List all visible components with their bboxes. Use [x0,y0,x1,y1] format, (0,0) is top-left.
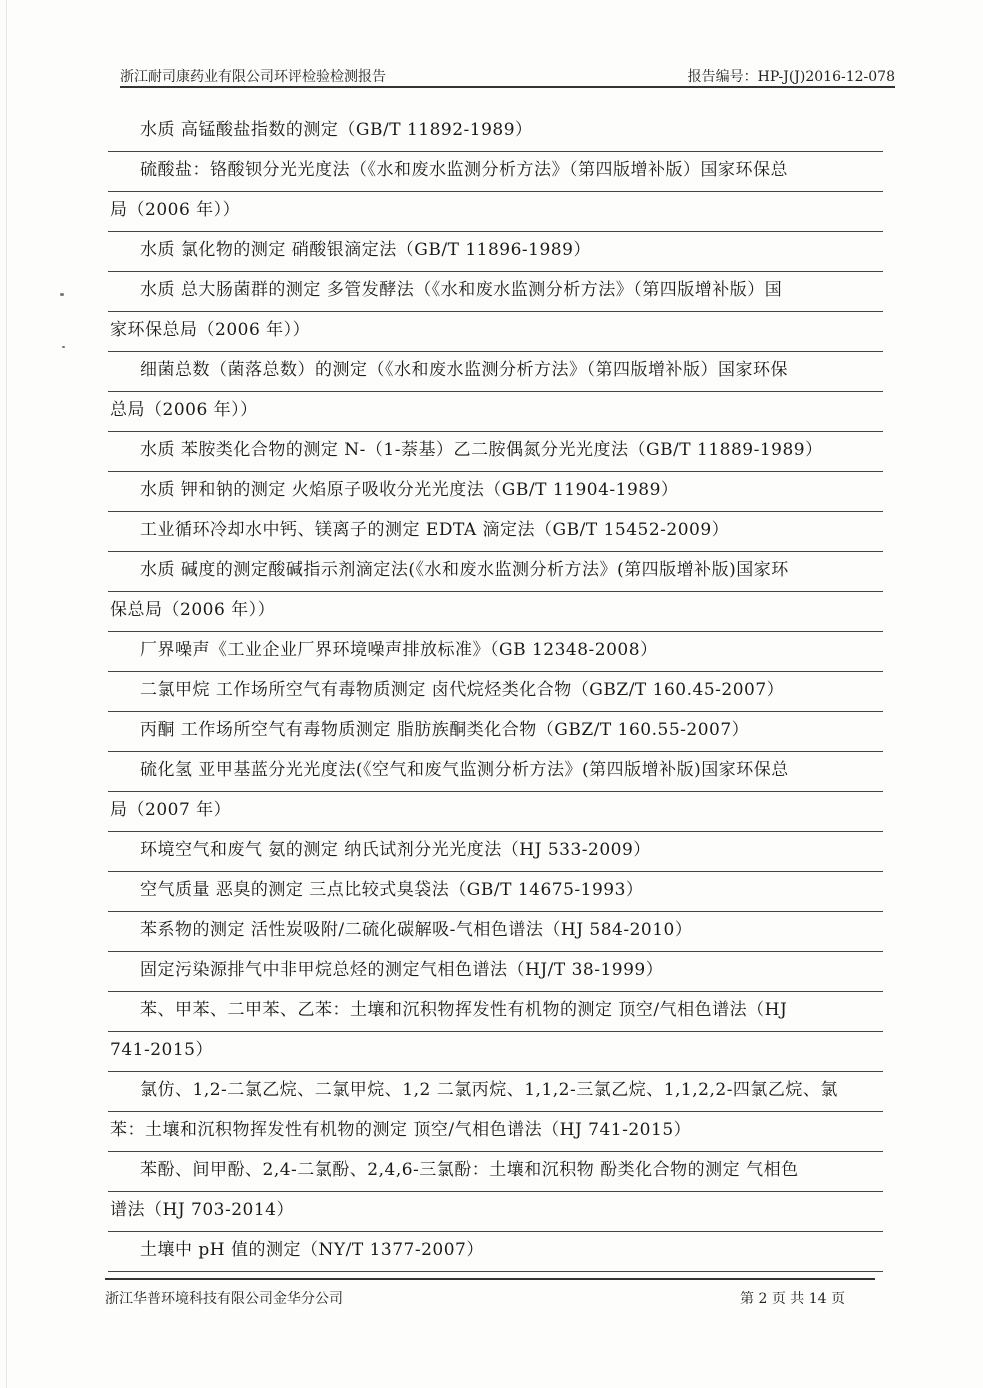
method-line-text: 固定污染源排气中非甲烷总烃的测定气相色谱法（HJ/T 38-1999） [140,960,664,980]
method-line [108,712,883,752]
method-line-text: 苯：土壤和沉积物挥发性有机物的测定 顶空/气相色谱法（HJ 741-2015） [110,1120,692,1140]
method-line [108,272,883,312]
method-line-text: 二氯甲烷 工作场所空气有毒物质测定 卤代烷烃类化合物（GBZ/T 160.45-2007） [140,680,785,700]
footer-rule [105,1278,875,1280]
method-list [108,112,883,1272]
method-line [108,312,883,352]
method-line [108,392,883,432]
method-line [108,112,883,152]
method-line-text: 保总局（2006 年）） [110,600,276,620]
scan-speck [62,346,65,348]
method-line-text: 硫化氢 亚甲基蓝分光光度法(《空气和废气监测分析方法》(第四版增补版)国家环保总 [140,760,789,780]
method-line-text: 局（2006 年）） [110,200,241,220]
method-line [108,792,883,832]
method-line [108,952,883,992]
method-line-text: 丙酮 工作场所空气有毒物质测定 脂肪族酮类化合物（GBZ/T 160.55-2007） [140,720,750,740]
footer-company-name: 浙江华普环境科技有限公司金华分公司 [105,1291,343,1307]
method-line [108,472,883,512]
method-line-text: 工业循环冷却水中钙、镁离子的测定 EDTA 滴定法（GB/T 15452-2009） [140,520,730,540]
method-line-text: 谱法（HJ 703-2014） [110,1200,294,1220]
method-line-text: 水质 高锰酸盐指数的测定（GB/T 11892-1989） [140,120,533,140]
method-line [108,752,883,792]
method-line-text: 家环保总局（2006 年）） [110,320,311,340]
page-header [120,62,895,88]
method-line-text: 厂界噪声《工业企业厂界环境噪声排放标准》（GB 12348-2008） [140,640,658,660]
method-line-text: 环境空气和废气 氨的测定 纳氏试剂分光光度法（HJ 533-2009） [140,840,651,860]
method-line [108,632,883,672]
method-line [108,1072,883,1112]
method-line-text: 氯仿、1,2-二氯乙烷、二氯甲烷、1,2 二氯丙烷、1,1,2-三氯乙烷、1,1,2,2-四氯乙烷、氯 [140,1080,838,1100]
method-line-text: 水质 总大肠菌群的测定 多管发酵法（《水和废水监测分析方法》（第四版增补版）国 [140,280,783,300]
method-line [108,1112,883,1152]
scan-edge-line [6,0,7,1388]
footer-page-number: 第 2 页 共 14 页 [740,1291,845,1307]
method-line [108,832,883,872]
method-line [108,992,883,1032]
method-line-text: 苯系物的测定 活性炭吸附/二硫化碳解吸-气相色谱法（HJ 584-2010） [140,920,693,940]
method-line [108,912,883,952]
method-line [108,1152,883,1192]
method-line [108,512,883,552]
method-line-text: 硫酸盐：铬酸钡分光光度法（《水和废水监测分析方法》（第四版增补版）国家环保总 [140,160,788,180]
header-report-number: 报告编号：HP-J(J)2016-12-078 [687,69,895,85]
method-line-text: 局（2007 年） [110,800,232,820]
method-line [108,1192,883,1232]
method-line [108,1032,883,1072]
method-line [108,432,883,472]
page-footer [105,1278,875,1318]
method-line [108,552,883,592]
method-line [108,192,883,232]
method-line-text: 细菌总数（菌落总数）的测定（《水和废水监测分析方法》（第四版增补版）国家环保 [140,360,788,380]
method-line [108,152,883,192]
method-line-text: 土壤中 pH 值的测定（NY/T 1377-2007） [140,1240,484,1260]
method-line [108,232,883,272]
method-line [108,872,883,912]
method-line [108,672,883,712]
method-line-text: 水质 苯胺类化合物的测定 N-（1-萘基）乙二胺偶氮分光光度法（GB/T 11889-1989） [140,440,823,460]
method-line-text: 水质 氯化物的测定 硝酸银滴定法（GB/T 11896-1989） [140,240,591,260]
method-line-text: 苯、甲苯、二甲苯、乙苯：土壤和沉积物挥发性有机物的测定 顶空/气相色谱法（HJ [140,1000,788,1020]
header-rule [120,86,895,88]
scan-speck [60,293,64,296]
method-line-text: 空气质量 恶臭的测定 三点比较式臭袋法（GB/T 14675-1993） [140,880,644,900]
method-line-text: 苯酚、间甲酚、2,4-二氯酚、2,4,6-三氯酚：土壤和沉积物 酚类化合物的测定 气相色 [140,1160,799,1180]
method-line [108,1232,883,1272]
method-line [108,352,883,392]
method-line-text: 水质 碱度的测定酸碱指示剂滴定法(《水和废水监测分析方法》(第四版增补版)国家环 [140,560,789,580]
method-line-text: 总局（2006 年）） [110,400,258,420]
method-line [108,592,883,632]
method-line-text: 741-2015） [110,1040,213,1060]
header-company-title: 浙江耐司康药业有限公司环评检验检测报告 [120,69,386,85]
method-line-text: 水质 钾和钠的测定 火焰原子吸收分光光度法（GB/T 11904-1989） [140,480,679,500]
